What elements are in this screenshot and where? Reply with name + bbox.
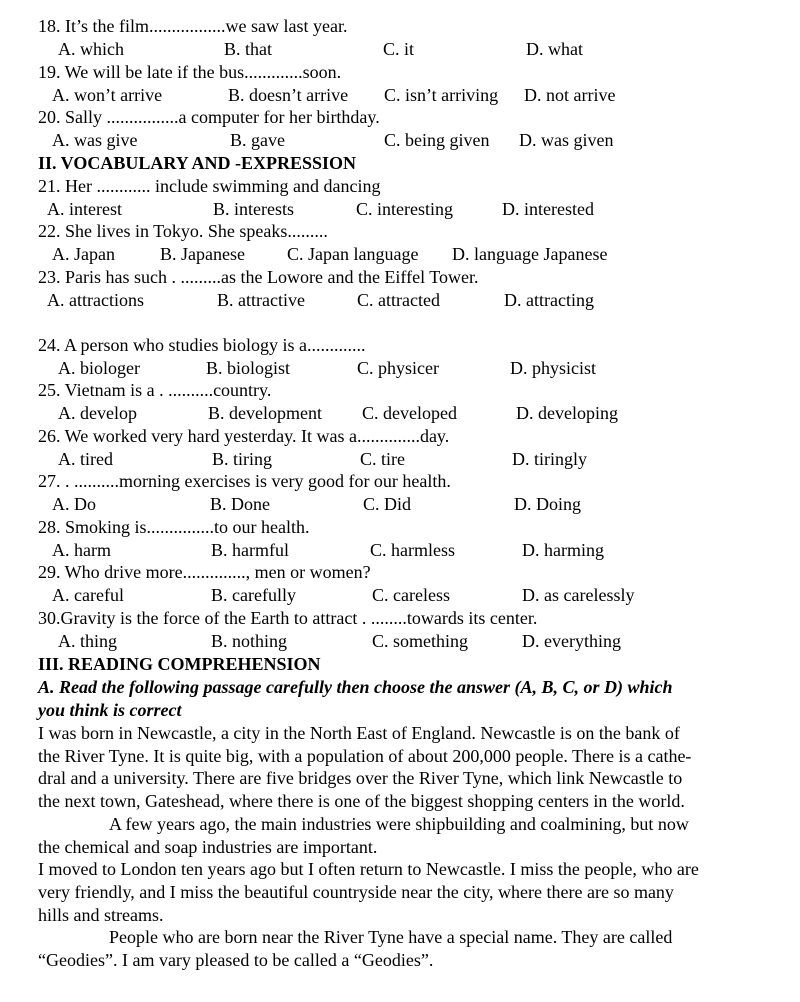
q28-option-b: B. harmful [211,540,289,560]
passage-line: I moved to London ten years ago but I often return to Newcastle. I miss the people, who are [38,859,699,880]
q26-option-d: D. tiringly [512,449,587,469]
question-26-stem: 26. We worked very hard yesterday. It was a..............day. [38,426,450,446]
q26-option-a: A. tired [58,449,113,469]
passage-line: dral and a university. There are five bridges over the River Tyne, which link Newcastle to [38,768,683,789]
q26-option-c: C. tire [360,449,405,469]
question-19-stem: 19. We will be late if the bus.............soon. [38,62,342,82]
q22-option-c: C. Japan language [287,244,419,264]
passage-line: very friendly, and I miss the beautiful countryside near the city, where there are so many [38,881,674,902]
q21-option-b: B. interests [213,199,294,219]
question-27-stem: 27. . ..........morning exercises is very good for our health. [38,471,451,491]
q20-option-d: D. was given [519,130,614,150]
q18-option-a: A. which [58,39,124,59]
q27-option-a: A. Do [52,494,96,514]
q18-option-b: B. that [224,39,272,59]
q23-option-a: A. attractions [47,290,144,310]
q25-option-b: B. development [208,403,322,423]
question-24-stem: 24. A person who studies biology is a............. [38,335,366,355]
q29-option-b: B. carefully [211,585,296,605]
q27-option-b: B. Done [210,494,270,514]
q25-option-d: D. developing [516,403,618,423]
q24-option-a: A. biologer [58,358,140,378]
question-21-stem: 21. Her ............ include swimming and dancing [38,176,381,196]
q29-option-d: D. as carelessly [522,585,635,605]
q26-option-b: B. tiring [212,449,273,469]
question-25-stem: 25. Vietnam is a . ..........country. [38,380,272,400]
q19-option-b: B. doesn’t arrive [228,85,349,105]
question-23-stem: 23. Paris has such . .........as the Lowore and the Eiffel Tower. [38,267,479,287]
q28-option-c: C. harmless [370,540,455,560]
q20-option-c: C. being given [384,130,490,150]
q21-option-d: D. interested [502,199,594,219]
question-29-stem: 29. Who drive more.............., men or women? [38,562,371,582]
section-3-heading: III. READING COMPREHENSION [38,654,321,674]
q29-option-a: A. careful [52,585,124,605]
question-22-stem: 22. She lives in Tokyo. She speaks......... [38,221,328,241]
q23-option-d: D. attracting [504,290,594,310]
passage-line: “Geodies”. I am vary pleased to be called a “Geodies”. [38,950,434,971]
question-20-stem: 20. Sally ................a computer for her birthday. [38,107,380,127]
q23-option-b: B. attractive [217,290,305,310]
passage-line: the next town, Gateshead, where there is one of the biggest shopping centers in the world. [38,791,685,812]
q21-option-c: C. interesting [356,199,453,219]
q30-option-d: D. everything [522,631,621,651]
reading-passage [38,722,773,972]
q22-option-b: B. Japanese [160,244,245,264]
q25-option-a: A. develop [58,403,137,423]
q19-option-c: C. isn’t arriving [384,85,499,105]
q24-option-d: D. physicist [510,358,597,378]
q30-option-a: A. thing [58,631,118,651]
q21-option-a: A. interest [47,199,122,219]
q30-option-c: C. something [372,631,469,651]
q22-option-a: A. Japan [52,244,115,264]
q28-option-a: A. harm [52,540,111,560]
q24-option-b: B. biologist [206,358,291,378]
q29-option-c: C. careless [372,585,450,605]
reading-instruction-line-2: you think is correct [38,700,182,720]
q25-option-c: C. developed [362,403,457,423]
passage-line: the chemical and soap industries are important. [38,836,378,857]
passage-line: A few years ago, the main industries were shipbuilding and coalmining, but now [109,813,689,834]
section-2-heading: II. VOCABULARY AND -EXPRESSION [38,153,357,173]
passage-line: the River Tyne. It is quite big, with a population of about 200,000 people. There is a cathe- [38,745,692,766]
q19-option-d: D. not arrive [524,85,616,105]
passage-line: hills and streams. [38,904,164,925]
q27-option-c: C. Did [363,494,412,514]
q18-option-d: D. what [526,39,583,59]
q20-option-a: A. was give [52,130,138,150]
q20-option-b: B. gave [230,130,285,150]
q30-option-b: B. nothing [211,631,288,651]
question-30-stem: 30.Gravity is the force of the Earth to attract . ........towards its center. [38,608,538,628]
question-28-stem: 28. Smoking is...............to our health. [38,517,310,537]
q24-option-c: C. physicer [357,358,439,378]
passage-line: I was born in Newcastle, a city in the North East of England. Newcastle is on the bank of [38,723,680,743]
q18-option-c: C. it [383,39,415,59]
q19-option-a: A. won’t arrive [52,85,163,105]
question-18-stem: 18. It’s the film.................we saw last year. [38,16,348,36]
reading-instruction-line-1: A. Read the following passage carefully then choose the answer (A, B, C, or D) which [38,677,673,697]
q27-option-d: D. Doing [514,494,581,514]
q23-option-c: C. attracted [357,290,440,310]
q28-option-d: D. harming [522,540,604,560]
q22-option-d: D. language Japanese [452,244,608,264]
passage-line: People who are born near the River Tyne have a special name. They are called [109,927,673,948]
